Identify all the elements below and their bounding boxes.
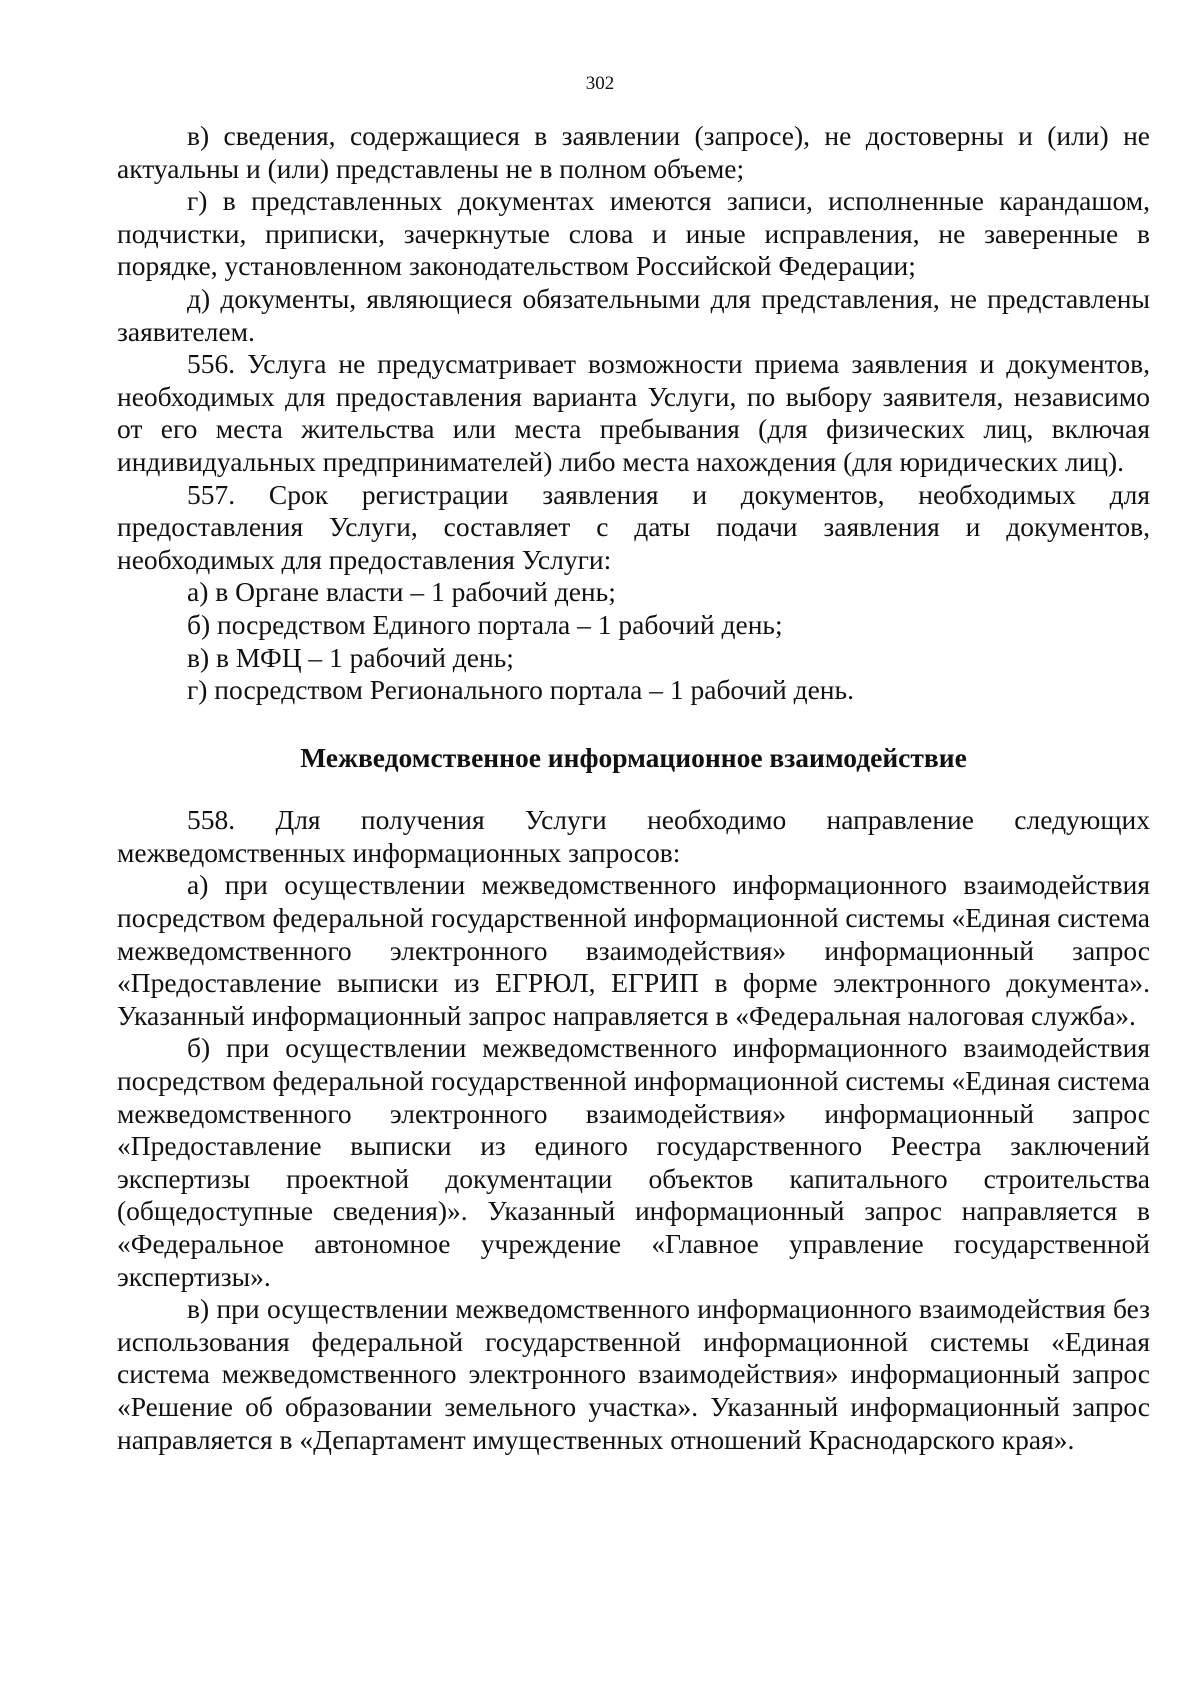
paragraph-558-a: а) при осуществлении межведомственного информационного взаимодействия посредством федеральной государственной информационной системы «Единая система межведомственного электронного взаимодействия» информационный запрос «Предоставление выписки из ЕГРЮЛ, ЕГРИП в форме электронного документа». Указанный информационный запрос направляется в «Федеральная налоговая служба». bbox=[117, 869, 1151, 1031]
paragraph-item-d-missing-documents: д) документы, являющиеся обязательными для представления, не представлены заявителем. bbox=[117, 282, 1150, 347]
list-item-regional-portal-term: г) посредством Регионального портала – 1 рабочий день. bbox=[187, 674, 854, 706]
list-item-authority-term: а) в Органе власти – 1 рабочий день; bbox=[187, 576, 616, 608]
paragraph-558: 558. Для получения Услуги необходимо направление следующих межведомственных информационных запросов: bbox=[117, 804, 1150, 868]
list-item-unified-portal-term: б) посредством Единого портала – 1 рабочий день; bbox=[187, 608, 783, 640]
paragraph-558-v: в) при осуществлении межведомственного информационного взаимодействия без использования федеральной государственной информационной системы «Единая система межведомственного электронного взаимодействия» информационный запрос «Решение об образовании земельного участка». Указанный информационный запрос направляется в «Департамент имущественных отношений Краснодарского края». bbox=[117, 1293, 1150, 1455]
paragraph-557: 557. Срок регистрации заявления и документов, необходимых для предоставления Услуги, составляет с даты подачи заявления и документов, необходимых для предоставления Услуги: bbox=[117, 478, 1150, 575]
document-body bbox=[117, 120, 1150, 1456]
paragraph-558-b: б) при осуществлении межведомственного информационного взаимодействия посредством федеральной государственной информационной системы «Единая система межведомственного электронного взаимодействия» информационный запрос «Предоставление выписки из единого государственного Реестра заключений экспертизы проектной документации объектов капитального строительства (общедоступные сведения)». Указанный информационный запрос направляется в «Федеральное автономное учреждение «Главное управление государственной экспертизы». bbox=[117, 1032, 1151, 1292]
section-heading: Межведомственное информационное взаимодействие bbox=[300, 741, 967, 773]
paragraph-556: 556. Услуга не предусматривает возможности приема заявления и документов, необходимых для предоставления варианта Услуги, по выбору заявителя, независимо от его места жительства или места пребывания (для физических лиц, включая индивидуальных предпринимателей) либо места нахождения (для юридических лиц). bbox=[117, 348, 1150, 477]
page-number: 302 bbox=[585, 73, 615, 94]
paragraph-item-v-unreliable-info: в) сведения, содержащиеся в заявлении (запросе), не достоверны и (или) не актуальны и (или) представлены не в полном объеме; bbox=[117, 120, 1150, 184]
list-item-mfc-term: в) в МФЦ – 1 рабочий день; bbox=[187, 641, 514, 673]
paragraph-item-g-pencil-records: г) в представленных документах имеются записи, исполненные карандашом, подчистки, приписки, зачеркнутые слова и иные исправления, не заверенные в порядке, установленном законодательством Российской Федерации; bbox=[117, 185, 1150, 282]
